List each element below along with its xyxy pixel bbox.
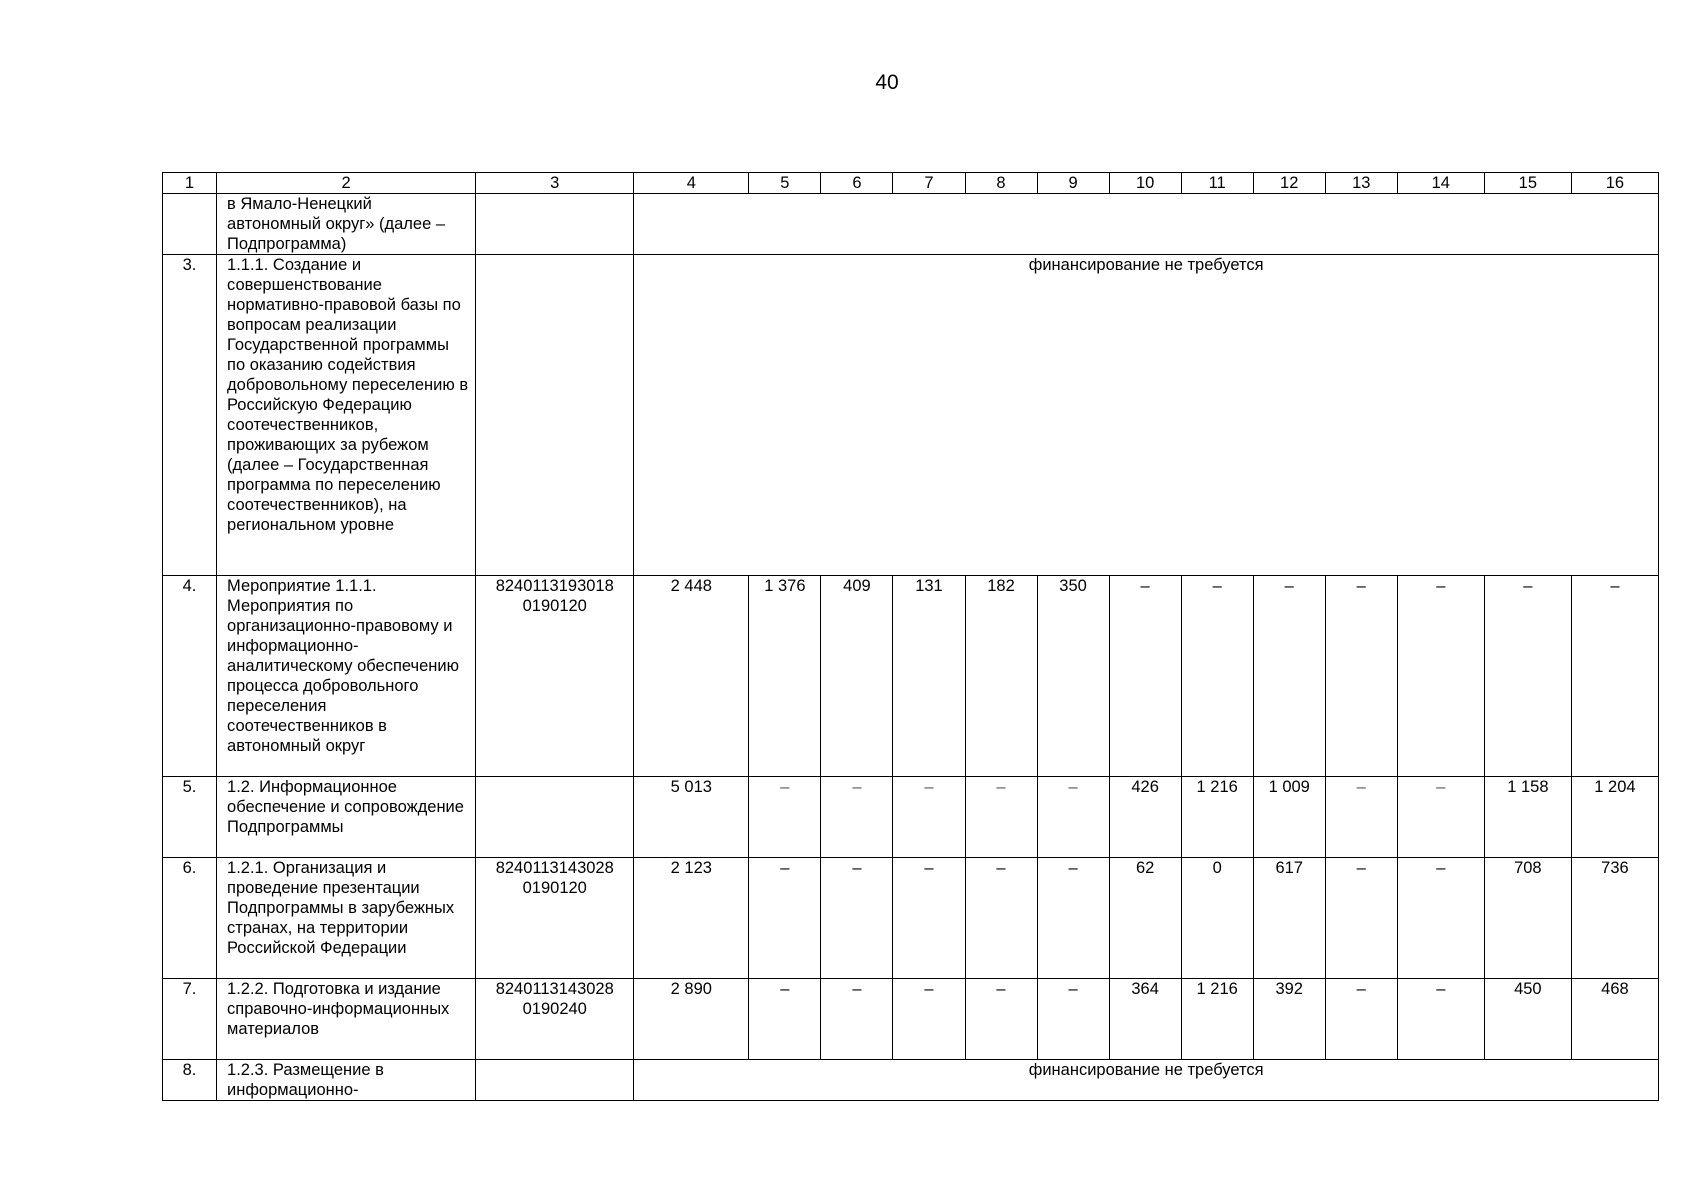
value-cell: – — [965, 858, 1037, 979]
value-cell: 2 448 — [634, 576, 749, 777]
value-cell: – — [821, 979, 893, 1060]
value-cell: – — [1397, 576, 1484, 777]
value-cell: – — [1037, 777, 1109, 858]
value-cell: – — [749, 777, 821, 858]
table-row — [163, 255, 1659, 576]
value-cell: – — [749, 979, 821, 1060]
table-row — [163, 858, 1659, 979]
row-number: 8. — [163, 1060, 217, 1101]
column-header: 3 — [476, 173, 634, 194]
column-header: 15 — [1484, 173, 1571, 194]
value-cell: – — [1484, 576, 1571, 777]
value-cell: 617 — [1253, 858, 1325, 979]
column-header: 7 — [893, 173, 965, 194]
value-cell: 736 — [1571, 858, 1658, 979]
row-code: 8240113143028 0190240 — [476, 979, 634, 1060]
column-header: 12 — [1253, 173, 1325, 194]
row-name: Мероприятие 1.1.1. Мероприятия по организационно-правовому и информационно-аналитическому обеспечению процесса добровольного переселения соотечественников в автономный округ — [217, 576, 476, 777]
value-cell: – — [821, 858, 893, 979]
row-number: 3. — [163, 255, 217, 576]
value-cell: – — [1325, 979, 1397, 1060]
value-cell: – — [1181, 576, 1253, 777]
value-cell: – — [1397, 858, 1484, 979]
value-cell: – — [1571, 576, 1658, 777]
value-cell: – — [1325, 777, 1397, 858]
row-name: 1.2. Информационное обеспечение и сопровождение Подпрограммы — [217, 777, 476, 858]
value-cell: 409 — [821, 576, 893, 777]
value-cell: 1 158 — [1484, 777, 1571, 858]
financing-not-required-note: финансирование не требуется — [634, 1060, 1659, 1101]
value-cell: 1 204 — [1571, 777, 1658, 858]
row-code: 8240113193018 0190120 — [476, 576, 634, 777]
row-name: 1.2.1. Организация и проведение презентации Подпрограммы в зарубежных странах, на территории Российской Федерации — [217, 858, 476, 979]
value-cell: – — [1253, 576, 1325, 777]
page-number: 40 — [875, 71, 899, 94]
row-number: 7. — [163, 979, 217, 1060]
table-row — [163, 777, 1659, 858]
value-cell: 1 376 — [749, 576, 821, 777]
value-cell: 1 216 — [1181, 979, 1253, 1060]
value-cell: 182 — [965, 576, 1037, 777]
value-cell: – — [965, 777, 1037, 858]
value-cell: – — [1397, 979, 1484, 1060]
value-cell: 0 — [1181, 858, 1253, 979]
row-number: 6. — [163, 858, 217, 979]
column-header: 2 — [217, 173, 476, 194]
table-header-row — [163, 173, 1659, 194]
column-header: 11 — [1181, 173, 1253, 194]
value-cell: 468 — [1571, 979, 1658, 1060]
row-name: 1.1.1. Создание и совершенствование нормативно-правовой базы по вопросам реализации Государственной программы по оказанию содействия добровольному переселению в Российскую Федерацию соотечественников, проживающих за рубежом (далее – Государственная программа по переселению соотечественников), на региональном уровне — [217, 255, 476, 576]
column-header: 8 — [965, 173, 1037, 194]
row-name: в Ямало-Ненецкий автономный округ» (далее – Подпрограмма) — [217, 194, 476, 255]
value-cell: – — [1397, 777, 1484, 858]
value-cell: – — [1037, 858, 1109, 979]
column-header: 9 — [1037, 173, 1109, 194]
value-cell: – — [1037, 979, 1109, 1060]
row-number: 5. — [163, 777, 217, 858]
value-cell: 392 — [1253, 979, 1325, 1060]
table-row — [163, 1060, 1659, 1101]
row-number — [163, 194, 217, 255]
value-cell: – — [1325, 576, 1397, 777]
column-header: 1 — [163, 173, 217, 194]
row-name: 1.2.3. Размещение в информационно- — [217, 1060, 476, 1101]
financing-table — [162, 172, 1659, 1101]
column-header: 5 — [749, 173, 821, 194]
value-cell: – — [749, 858, 821, 979]
value-cell: 1 216 — [1181, 777, 1253, 858]
value-cell: 350 — [1037, 576, 1109, 777]
value-cell: – — [893, 858, 965, 979]
value-cell: 450 — [1484, 979, 1571, 1060]
table-row — [163, 979, 1659, 1060]
column-header: 4 — [634, 173, 749, 194]
column-header: 16 — [1571, 173, 1658, 194]
value-cell: 2 890 — [634, 979, 749, 1060]
value-cell: 1 009 — [1253, 777, 1325, 858]
row-number: 4. — [163, 576, 217, 777]
column-header: 10 — [1109, 173, 1181, 194]
value-cell: – — [965, 979, 1037, 1060]
row-code — [476, 194, 634, 255]
row-code: 8240113143028 0190120 — [476, 858, 634, 979]
value-cell: 708 — [1484, 858, 1571, 979]
financing-not-required-note: финансирование не требуется — [634, 255, 1659, 576]
table-row — [163, 194, 1659, 255]
row-code — [476, 255, 634, 576]
value-cell: 426 — [1109, 777, 1181, 858]
column-header: 13 — [1325, 173, 1397, 194]
row-name: 1.2.2. Подготовка и издание справочно-информационных материалов — [217, 979, 476, 1060]
row-code — [476, 777, 634, 858]
column-header: 6 — [821, 173, 893, 194]
value-cell: 364 — [1109, 979, 1181, 1060]
merged-cell — [634, 194, 1659, 255]
table-row — [163, 576, 1659, 777]
value-cell: 2 123 — [634, 858, 749, 979]
value-cell: – — [893, 777, 965, 858]
value-cell: – — [1325, 858, 1397, 979]
value-cell: – — [1109, 576, 1181, 777]
value-cell: – — [893, 979, 965, 1060]
value-cell: – — [821, 777, 893, 858]
column-header: 14 — [1397, 173, 1484, 194]
value-cell: 131 — [893, 576, 965, 777]
row-code — [476, 1060, 634, 1101]
value-cell: 62 — [1109, 858, 1181, 979]
value-cell: 5 013 — [634, 777, 749, 858]
